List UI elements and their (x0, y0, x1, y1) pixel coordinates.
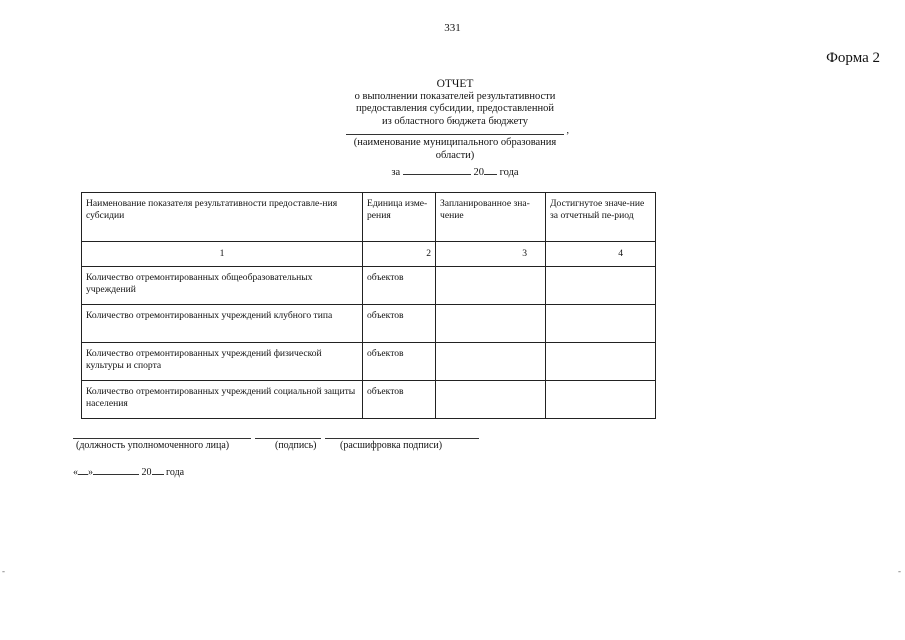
row-indicator: Количество отремонтированных учреждений клубного типа (82, 305, 363, 343)
row-planned-cell[interactable] (436, 305, 546, 343)
decoding-signature-line[interactable] (325, 438, 479, 439)
date-line (73, 465, 184, 478)
row-achieved-cell[interactable] (546, 267, 656, 305)
row-planned-cell[interactable] (436, 267, 546, 305)
report-title-block (300, 78, 610, 180)
period-year-blank (484, 165, 497, 175)
signature-line[interactable] (255, 438, 321, 439)
date-close-quote: » (88, 467, 93, 478)
report-subtitle-line-1: о выполнении показателей результативности (354, 90, 556, 102)
period-suffix: года (499, 167, 519, 178)
period-prefix: за (391, 167, 401, 178)
signature-caption: (подпись) (275, 440, 317, 451)
row-planned-cell[interactable] (436, 343, 546, 381)
row-unit: объектов (363, 305, 436, 343)
row-achieved-cell[interactable] (546, 381, 656, 419)
table-row (82, 267, 656, 305)
period-blank (403, 165, 471, 175)
form-label: Форма 2 (826, 50, 880, 66)
period-year: 20 (473, 167, 484, 178)
table-row (82, 381, 656, 419)
report-subtitle-line-3: из областного бюджета бюджету (382, 115, 528, 127)
header-achieved: Достигнутое значе-ние за отчетный пе-риод (546, 193, 656, 242)
report-title: ОТЧЕТ (436, 78, 474, 90)
date-year-suffix: года (166, 467, 185, 478)
table-column-numbers-row (82, 242, 656, 267)
date-open-quote: « (73, 467, 78, 478)
row-unit: объектов (363, 267, 436, 305)
column-number-4: 4 (546, 242, 656, 267)
header-indicator: Наименование показателя результативности предоставле-ния субсидии (82, 193, 363, 242)
day-blank[interactable] (78, 465, 88, 475)
fill-line-comma: , (566, 125, 569, 136)
position-caption: (должность уполномоченного лица) (76, 440, 230, 451)
report-table (81, 192, 656, 419)
position-signature-line[interactable] (73, 438, 251, 439)
table-row (82, 343, 656, 381)
table-row (82, 305, 656, 343)
row-planned-cell[interactable] (436, 381, 546, 419)
left-edge-mark: - (2, 566, 5, 576)
row-achieved-cell[interactable] (546, 343, 656, 381)
municipality-caption-1: (наименование муниципального образования (353, 137, 557, 148)
header-planned: Запланированное зна-чение (436, 193, 546, 242)
decoding-caption: (расшифровка подписи) (340, 440, 443, 451)
date-year-prefix: 20 (141, 467, 152, 478)
column-number-3: 3 (436, 242, 546, 267)
row-indicator: Количество отремонтированных общеобразовательных учреждений (82, 267, 363, 305)
month-blank[interactable] (93, 465, 139, 475)
right-edge-mark: - (898, 566, 901, 576)
row-indicator: Количество отремонтированных учреждений социальной защиты населения (82, 381, 363, 419)
row-unit: объектов (363, 343, 436, 381)
header-unit: Единица изме-рения (363, 193, 436, 242)
page-number: 331 (444, 22, 461, 34)
municipality-caption-2: области) (435, 149, 475, 161)
row-unit: объектов (363, 381, 436, 419)
municipality-fill-line (346, 125, 569, 136)
table-header-row (82, 193, 656, 242)
report-subtitle-line-2: предоставления субсидии, предоставленной (356, 103, 554, 114)
row-achieved-cell[interactable] (546, 305, 656, 343)
row-indicator: Количество отремонтированных учреждений физической культуры и спорта (82, 343, 363, 381)
reporting-period (300, 165, 610, 180)
year-blank[interactable] (152, 465, 164, 475)
column-number-2: 2 (363, 242, 436, 267)
column-number-1: 1 (82, 242, 363, 267)
